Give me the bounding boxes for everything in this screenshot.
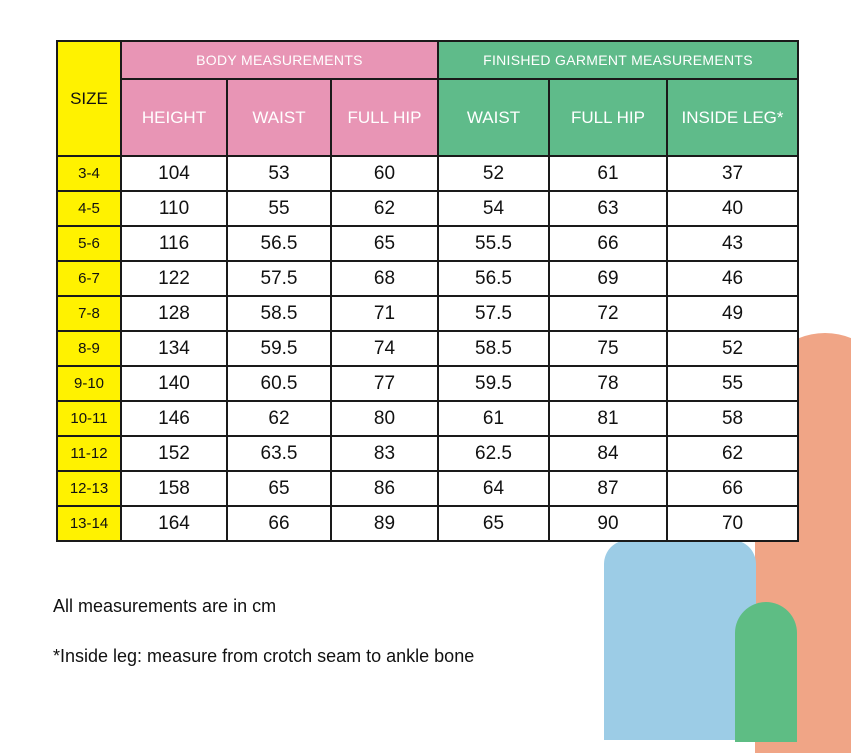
measurement-cell: 65 [331, 226, 438, 261]
measurement-cell: 104 [121, 156, 227, 191]
measurement-cell: 61 [438, 401, 549, 436]
decorative-green-shape [735, 602, 797, 742]
measurement-cell: 90 [549, 506, 667, 541]
measurement-cell: 68 [331, 261, 438, 296]
measurement-cell: 89 [331, 506, 438, 541]
measurement-cell: 152 [121, 436, 227, 471]
size-cell: 12-13 [57, 471, 121, 506]
measurement-cell: 83 [331, 436, 438, 471]
table-row [57, 191, 798, 226]
size-cell: 8-9 [57, 331, 121, 366]
measurement-cell: 55.5 [438, 226, 549, 261]
measurement-cell: 58 [667, 401, 798, 436]
column-header-body-full-hip: FULL HIP [331, 79, 438, 156]
size-cell: 9-10 [57, 366, 121, 401]
column-header-body-waist: WAIST [227, 79, 331, 156]
measurement-cell: 56.5 [227, 226, 331, 261]
table-row [57, 296, 798, 331]
size-cell: 13-14 [57, 506, 121, 541]
measurement-cell: 78 [549, 366, 667, 401]
measurement-cell: 66 [227, 506, 331, 541]
measurement-cell: 140 [121, 366, 227, 401]
measurement-cell: 49 [667, 296, 798, 331]
measurement-cell: 54 [438, 191, 549, 226]
measurement-cell: 146 [121, 401, 227, 436]
size-cell: 4-5 [57, 191, 121, 226]
measurement-cell: 37 [667, 156, 798, 191]
measurement-cell: 43 [667, 226, 798, 261]
measurement-cell: 63.5 [227, 436, 331, 471]
table-body [57, 156, 798, 541]
measurement-cell: 62.5 [438, 436, 549, 471]
measurement-cell: 59.5 [438, 366, 549, 401]
measurement-cell: 65 [438, 506, 549, 541]
measurement-cell: 71 [331, 296, 438, 331]
units-note: All measurements are in cm [53, 596, 277, 616]
measurement-cell: 70 [667, 506, 798, 541]
measurement-cell: 122 [121, 261, 227, 296]
table-row [57, 261, 798, 296]
measurement-cell: 69 [549, 261, 667, 296]
table-row [57, 156, 798, 191]
decorative-blue-shape [604, 540, 756, 740]
size-column-header: SIZE [57, 41, 121, 156]
measurement-cell: 60 [331, 156, 438, 191]
garment-measurements-header: FINISHED GARMENT MEASUREMENTS [438, 41, 798, 79]
measurement-cell: 62 [227, 401, 331, 436]
measurement-cell: 63 [549, 191, 667, 226]
measurement-cell: 72 [549, 296, 667, 331]
measurement-cell: 86 [331, 471, 438, 506]
measurement-cell: 61 [549, 156, 667, 191]
table-row [57, 366, 798, 401]
table-row [57, 506, 798, 541]
column-header-garment-waist: WAIST [438, 79, 549, 156]
measurement-cell: 57.5 [438, 296, 549, 331]
size-cell: 7-8 [57, 296, 121, 331]
measurement-cell: 56.5 [438, 261, 549, 296]
measurement-cell: 65 [227, 471, 331, 506]
size-cell: 10-11 [57, 401, 121, 436]
measurement-cell: 40 [667, 191, 798, 226]
measurement-cell: 62 [667, 436, 798, 471]
measurement-cell: 134 [121, 331, 227, 366]
measurement-cell: 74 [331, 331, 438, 366]
body-measurements-header: BODY MEASUREMENTS [121, 41, 438, 79]
measurement-cell: 66 [549, 226, 667, 261]
measurement-cell: 164 [121, 506, 227, 541]
measurement-cell: 52 [438, 156, 549, 191]
column-header-inside-leg: INSIDE LEG* [667, 79, 798, 156]
measurement-cell: 55 [227, 191, 331, 226]
measurement-cell: 52 [667, 331, 798, 366]
measurement-cell: 55 [667, 366, 798, 401]
measurement-cell: 46 [667, 261, 798, 296]
size-cell: 3-4 [57, 156, 121, 191]
table-row [57, 471, 798, 506]
measurement-cell: 58.5 [227, 296, 331, 331]
table-row [57, 436, 798, 471]
measurement-cell: 62 [331, 191, 438, 226]
table-row [57, 331, 798, 366]
measurement-cell: 116 [121, 226, 227, 261]
measurement-cell: 57.5 [227, 261, 331, 296]
measurement-cell: 60.5 [227, 366, 331, 401]
column-header-garment-full-hip: FULL HIP [549, 79, 667, 156]
measurement-cell: 81 [549, 401, 667, 436]
size-cell: 5-6 [57, 226, 121, 261]
size-cell: 11-12 [57, 436, 121, 471]
measurement-cell: 87 [549, 471, 667, 506]
measurement-cell: 58.5 [438, 331, 549, 366]
measurement-cell: 110 [121, 191, 227, 226]
table-row [57, 226, 798, 261]
measurement-cell: 84 [549, 436, 667, 471]
column-header-height: HEIGHT [121, 79, 227, 156]
measurement-cell: 66 [667, 471, 798, 506]
measurement-cell: 59.5 [227, 331, 331, 366]
measurement-cell: 128 [121, 296, 227, 331]
table-group-header-row [57, 41, 798, 79]
size-cell: 6-7 [57, 261, 121, 296]
measurement-cell: 77 [331, 366, 438, 401]
measurement-cell: 64 [438, 471, 549, 506]
measurement-cell: 53 [227, 156, 331, 191]
table-row [57, 401, 798, 436]
measurement-cell: 80 [331, 401, 438, 436]
measurement-cell: 158 [121, 471, 227, 506]
table-column-header-row [57, 79, 798, 156]
inside-leg-note: *Inside leg: measure from crotch seam to ankle bone [53, 646, 475, 666]
size-chart-table [56, 40, 799, 542]
measurement-cell: 75 [549, 331, 667, 366]
